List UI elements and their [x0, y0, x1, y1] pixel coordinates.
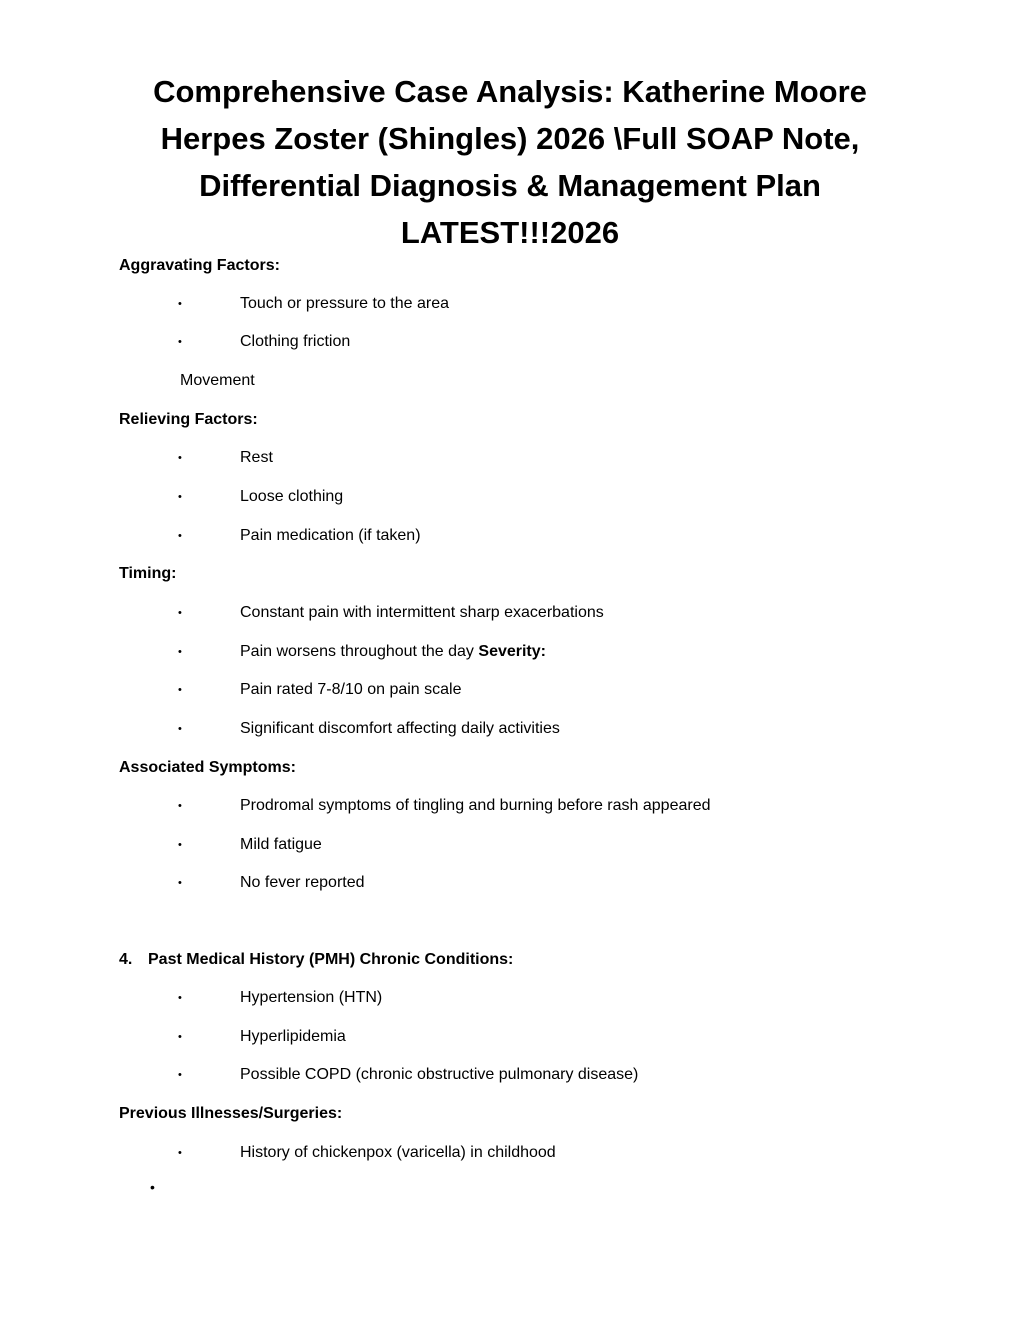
list-item-text: Constant pain with intermittent sharp exacerbations — [240, 604, 604, 621]
title-line-1: Comprehensive Case Analysis: Katherine Moore — [153, 74, 867, 109]
list-item-text: Significant discomfort affecting daily activities — [240, 720, 560, 737]
list-item-text: Rest — [240, 449, 273, 466]
list-item-text: Mild fatigue — [240, 836, 322, 853]
bullet-icon: • — [178, 336, 182, 348]
bullet-icon: • — [178, 530, 182, 542]
previous-illnesses-heading: Previous Illnesses/Surgeries: — [119, 1105, 343, 1122]
list-item-text: History of chickenpox (varicella) in childhood — [240, 1144, 556, 1161]
bullet-icon: • — [178, 646, 182, 658]
list-item-text: Hypertension (HTN) — [240, 989, 383, 1006]
document-title — [100, 68, 920, 256]
title-line-4: LATEST!!!2026 — [400, 215, 620, 250]
title-line-2: Herpes Zoster (Shingles) 2026 \Full SOAP Note, — [160, 121, 860, 156]
bullet-icon: • — [178, 1031, 182, 1043]
bullet-icon: • — [178, 877, 182, 889]
list-item-text: Clothing friction — [240, 333, 351, 350]
list-item-text: Touch or pressure to the area — [240, 295, 450, 312]
list-item-text: Prodromal symptoms of tingling and burning before rash appeared — [240, 797, 711, 814]
bullet-icon: • — [178, 800, 182, 812]
aggravating-factors-heading: Aggravating Factors: — [119, 257, 280, 274]
list-item-text: Possible COPD (chronic obstructive pulmonary disease) — [240, 1066, 639, 1083]
list-item-text: Pain medication (if taken) — [240, 527, 421, 544]
bullet-icon: • — [178, 1069, 182, 1081]
bullet-icon: • — [178, 1147, 182, 1159]
list-item-text: No fever reported — [240, 874, 365, 891]
movement-text: Movement — [180, 372, 255, 389]
bullet-icon: • — [178, 839, 182, 851]
title-line-3: Differential Diagnosis & Management Plan — [199, 168, 821, 203]
list-item-text: Hyperlipidemia — [240, 1028, 346, 1045]
list-item-text: Loose clothing — [240, 488, 344, 505]
severity-heading: Severity: — [478, 643, 546, 660]
bullet-icon: • — [178, 452, 182, 464]
bullet-icon: • — [178, 607, 182, 619]
bullet-icon: • — [178, 992, 182, 1004]
list-item-text: Pain rated 7-8/10 on pain scale — [240, 681, 462, 698]
relieving-factors-heading: Relieving Factors: — [119, 411, 258, 428]
list-item-text-plain: Pain worsens throughout the day — [240, 643, 474, 660]
section-number: 4. — [119, 951, 133, 968]
bullet-icon: • — [178, 491, 182, 503]
bullet-icon: • — [178, 684, 182, 696]
list-item-text — [240, 642, 546, 662]
bullet-icon: • — [178, 723, 182, 735]
empty-bullet-icon: • — [150, 1179, 155, 1195]
pmh-heading-text: Past Medical History (PMH) Chronic Conditions: — [148, 951, 514, 968]
bullet-icon: • — [178, 298, 182, 310]
associated-symptoms-heading: Associated Symptoms: — [119, 759, 296, 776]
timing-heading: Timing: — [119, 565, 177, 582]
pmh-heading — [119, 950, 513, 970]
